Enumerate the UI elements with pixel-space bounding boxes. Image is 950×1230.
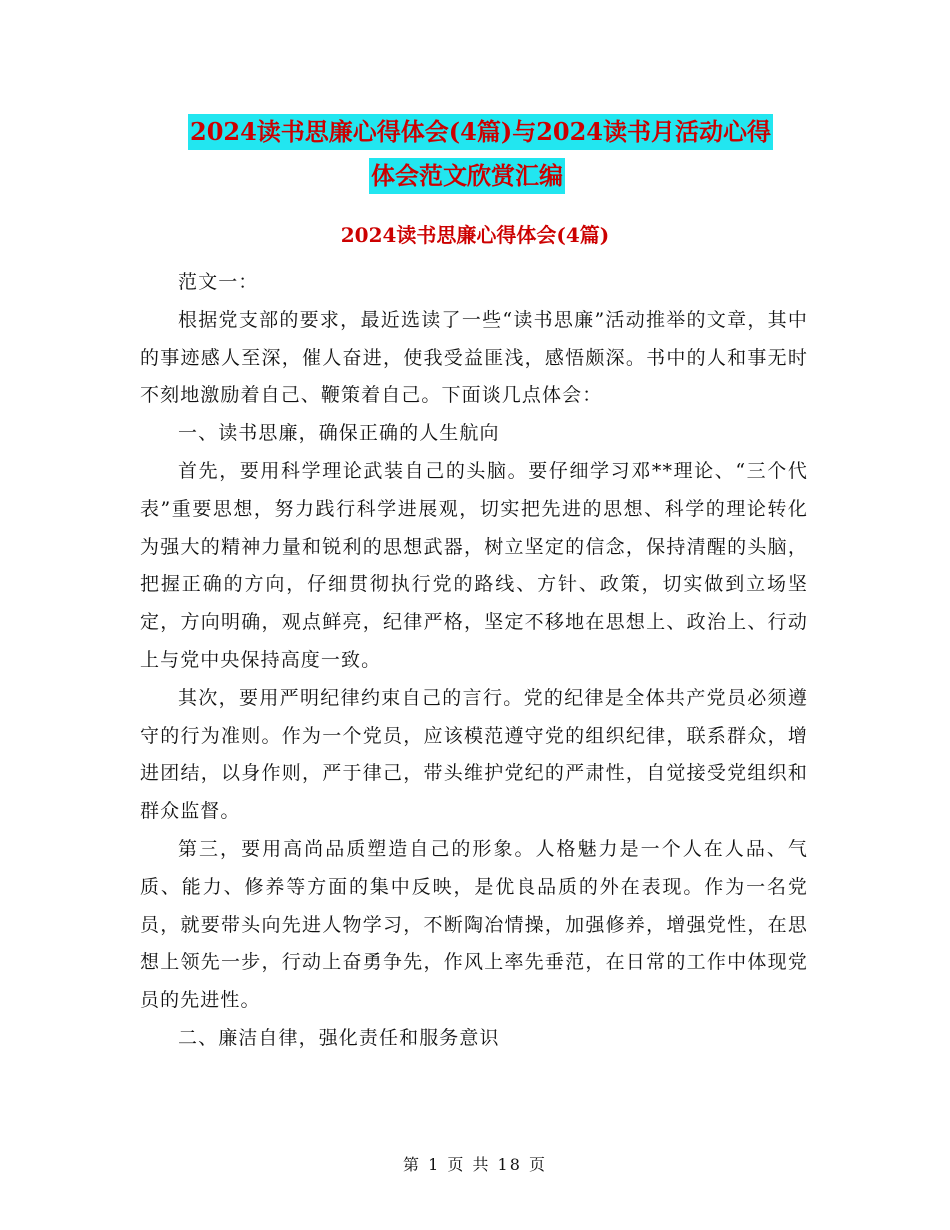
paragraph: 二、廉洁自律，强化责任和服务意识: [178, 1026, 500, 1049]
paragraph: 根据党支部的要求，最近选读了一些“读书思廉”活动推举的文章，其中的事迹感人至深，催人奋进，使我受益匪浅，感悟颇深。书中的人和事无时不刻地激励着自己、鞭策着自己。下面谈几点体会：: [140, 308, 808, 407]
paragraph: 其次，要用严明纪律约束自己的言行。党的纪律是全体共产党员必须遵守的行为准则。作为一个党员，应该模范遵守党的组织纪律，联系群众，增进团结，以身作则，严于律己，带头维护党纪的严肃性，自觉接受党组织和群众监督。: [140, 686, 808, 823]
title-line-2: 体会范文欣赏汇编: [369, 158, 565, 194]
paragraph: 第三，要用高尚品质塑造自己的形象。人格魅力是一个人在人品、气质、能力、修养等方面的集中反映，是优良品质的外在表现。作为一名党员，就要带头向先进人物学习，不断陶冶情操，加强修养，增强党性，在思想上领先一步，行动上奋勇争先，作风上率先垂范，在日常的工作中体现党员的先进性。: [140, 837, 808, 1012]
paragraph: 首先，要用科学理论武装自己的头脑。要仔细学习邓**理论、“三个代表”重要思想，努力践行科学进展观，切实把先进的思想、科学的理论转化为强大的精神力量和锐利的思想武器，树立坚定的信念，保持清醒的头脑，把握正确的方向，仔细贯彻执行党的路线、方针、政策，切实做到立场坚定，方向明确，观点鲜亮，纪律严格，坚定不移地在思想上、政治上、行动上与党中央保持高度一致。: [140, 459, 808, 671]
paragraph: 一、读书思廉，确保正确的人生航向: [178, 422, 500, 445]
page-footer: 第 1 页 共 18 页: [403, 1155, 547, 1174]
document-body: [140, 264, 808, 1058]
paragraph: 范文一：: [178, 271, 259, 293]
section-heading: 2024读书思廉心得体会(4篇): [340, 223, 610, 247]
title-line-1: 2024读书思廉心得体会(4篇)与2024读书月活动心得: [188, 114, 773, 150]
